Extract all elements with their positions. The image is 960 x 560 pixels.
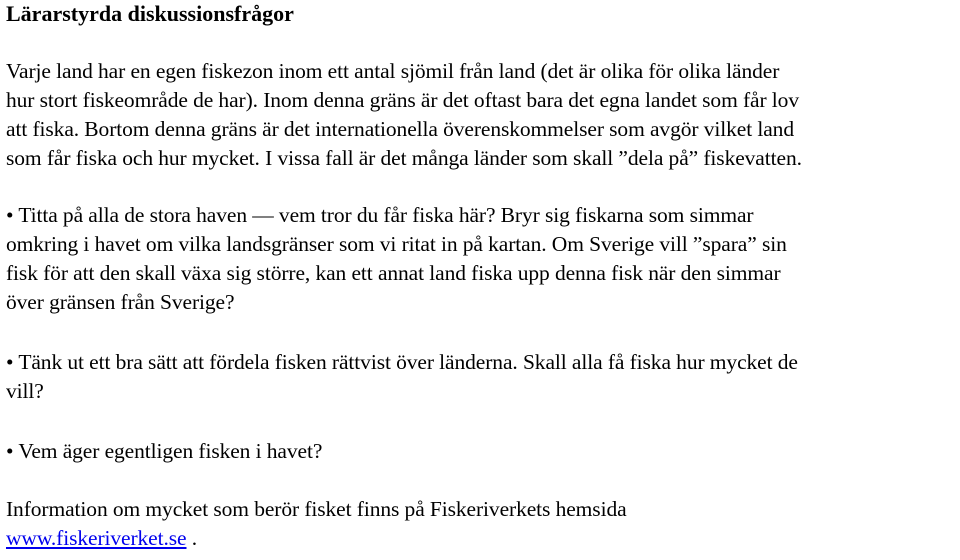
intro-line: som får fiska och hur mycket. I vissa fall är det många länder som skall ”dela på” fiskevatten. — [6, 146, 802, 170]
bullet-line: • Vem äger egentligen fisken i havet? — [6, 439, 323, 463]
footer-info — [6, 495, 954, 553]
intro-line: att fiska. Bortom denna gräns är det internationella överenskommelser som avgör vilket land — [6, 117, 794, 141]
bullet-line: omkring i havet om vilka landsgränser som vi ritat in på kartan. Om Sverige vill ”spara” sin — [6, 232, 787, 256]
intro-line: Varje land har en egen fiskezon inom ett antal sjömil från land (det är olika för olika länder — [6, 59, 780, 83]
bullet-line: • Titta på alla de stora haven — vem tror du får fiska här? Bryr sig fiskarna som simmar — [6, 203, 754, 227]
bullet-line: fisk för att den skall växa sig större, kan ett annat land fiska upp denna fisk när den simmar — [6, 261, 781, 285]
bullet-question-oceans — [6, 201, 954, 317]
bullet-line: vill? — [6, 379, 44, 403]
footer-link-line — [6, 524, 954, 553]
fiskeriverket-link[interactable]: www.fiskeriverket.se — [6, 526, 187, 550]
bullet-line: över gränsen från Sverige? — [6, 290, 235, 314]
bullet-question-fair-share — [6, 348, 954, 406]
footer-line: Information om mycket som berör fisket finns på Fiskeriverkets hemsida — [6, 497, 627, 521]
footer-period: . — [186, 526, 198, 550]
intro-paragraph — [6, 57, 954, 173]
bullet-question-ownership — [6, 437, 954, 466]
bullet-line: • Tänk ut ett bra sätt att fördela fisken rättvist över länderna. Skall alla få fiska hur mycket de — [6, 350, 798, 374]
page-title: Lärarstyrda diskussionsfrågor — [6, 1, 294, 26]
intro-line: hur stort fiskeområde de har). Inom denna gräns är det oftast bara det egna landet som får lov — [6, 88, 799, 112]
